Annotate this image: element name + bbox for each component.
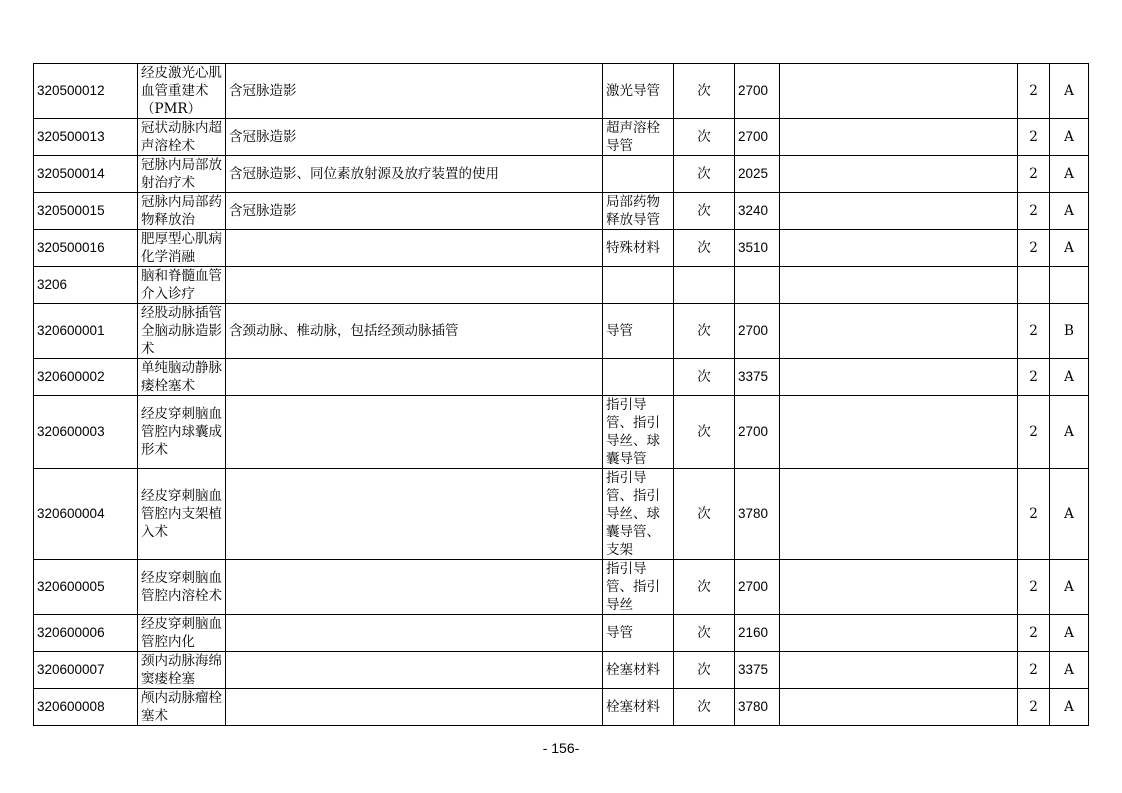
table-row [34,156,1089,193]
row-note [780,304,1018,359]
table-row [34,230,1089,267]
row-code: 3206 [34,267,138,304]
row-code: 320600005 [34,560,138,615]
row-code: 320600002 [34,359,138,396]
row-material [603,156,674,193]
row-grade: A [1050,615,1089,652]
row-material: 激光导管 [603,64,674,119]
row-material: 导管 [603,615,674,652]
row-content: 含冠脉造影 [226,64,603,119]
row-content [226,615,603,652]
table-row [34,119,1089,156]
row-name: 肥厚型心肌病化学消融 [138,230,226,267]
row-unit: 次 [674,469,735,560]
row-name: 经皮穿刺脑血管腔内支架植入术 [138,469,226,560]
row-price: 2700 [735,64,780,119]
row-grade: A [1050,230,1089,267]
row-material [603,359,674,396]
row-price: 3375 [735,652,780,689]
row-content: 含冠脉造影、同位素放射源及放疗装置的使用 [226,156,603,193]
row-note [780,193,1018,230]
row-grade: A [1050,396,1089,469]
row-grade: A [1050,64,1089,119]
row-name: 经皮穿刺脑血管腔内溶栓术 [138,560,226,615]
page-number: - 156- [542,740,580,756]
row-grade: A [1050,560,1089,615]
row-unit: 次 [674,304,735,359]
row-quantity: 2 [1018,615,1050,652]
row-code: 320600007 [34,652,138,689]
row-unit: 次 [674,652,735,689]
table-row [34,193,1089,230]
row-price: 3240 [735,193,780,230]
row-price: 3780 [735,469,780,560]
row-name: 冠状动脉内超声溶栓术 [138,119,226,156]
row-content [226,469,603,560]
row-price: 2160 [735,615,780,652]
row-unit: 次 [674,193,735,230]
row-material: 导管 [603,304,674,359]
row-unit: 次 [674,359,735,396]
table-row [34,560,1089,615]
row-code: 320600006 [34,615,138,652]
row-code: 320500012 [34,64,138,119]
row-quantity: 2 [1018,304,1050,359]
row-code: 320600003 [34,396,138,469]
row-content [226,560,603,615]
row-note [780,615,1018,652]
row-price: 2700 [735,560,780,615]
row-note [780,267,1018,304]
row-unit: 次 [674,156,735,193]
row-quantity [1018,267,1050,304]
row-grade: B [1050,304,1089,359]
row-unit: 次 [674,615,735,652]
row-note [780,119,1018,156]
row-quantity: 2 [1018,156,1050,193]
row-grade: A [1050,193,1089,230]
row-quantity: 2 [1018,193,1050,230]
row-quantity: 2 [1018,396,1050,469]
row-name: 颈内动脉海绵窦瘘栓塞 [138,652,226,689]
table-row [34,64,1089,119]
row-name: 颅内动脉瘤栓塞术 [138,689,226,726]
row-code: 320600008 [34,689,138,726]
row-name: 单纯脑动静脉瘘栓塞术 [138,359,226,396]
table-row [34,469,1089,560]
row-unit [674,267,735,304]
row-unit: 次 [674,119,735,156]
row-quantity: 2 [1018,469,1050,560]
row-material: 超声溶栓导管 [603,119,674,156]
row-content [226,359,603,396]
table-row [34,615,1089,652]
row-note [780,230,1018,267]
row-name: 经股动脉插管全脑动脉造影术 [138,304,226,359]
row-quantity: 2 [1018,689,1050,726]
row-material: 局部药物释放导管 [603,193,674,230]
row-quantity: 2 [1018,64,1050,119]
row-price [735,267,780,304]
row-name: 冠脉内局部药物释放治 [138,193,226,230]
row-material [603,267,674,304]
table-row [34,689,1089,726]
table-row [34,359,1089,396]
row-note [780,560,1018,615]
row-content [226,230,603,267]
row-grade: A [1050,359,1089,396]
row-code: 320500016 [34,230,138,267]
row-quantity: 2 [1018,359,1050,396]
row-note [780,689,1018,726]
table-row [34,267,1089,304]
row-material: 指引导管、指引导丝、球囊导管、支架 [603,469,674,560]
row-price: 3510 [735,230,780,267]
row-quantity: 2 [1018,652,1050,689]
row-price: 3780 [735,689,780,726]
row-content: 含冠脉造影 [226,193,603,230]
row-content [226,396,603,469]
row-price: 2700 [735,304,780,359]
row-material: 指引导管、指引导丝、球囊导管 [603,396,674,469]
row-name: 经皮穿刺脑血管腔内化 [138,615,226,652]
row-note [780,469,1018,560]
row-code: 320500014 [34,156,138,193]
row-name: 经皮穿刺脑血管腔内球囊成形术 [138,396,226,469]
row-name: 经皮激光心肌血管重建术（PMR） [138,64,226,119]
row-unit: 次 [674,230,735,267]
row-code: 320500015 [34,193,138,230]
row-grade: A [1050,119,1089,156]
row-material: 指引导管、指引导丝 [603,560,674,615]
row-price: 2025 [735,156,780,193]
row-grade [1050,267,1089,304]
row-code: 320600004 [34,469,138,560]
fee-table [33,63,1089,726]
row-grade: A [1050,652,1089,689]
row-content: 含颈动脉、椎动脉，包括经颈动脉插管 [226,304,603,359]
row-grade: A [1050,156,1089,193]
row-content [226,652,603,689]
row-grade: A [1050,469,1089,560]
row-content: 含冠脉造影 [226,119,603,156]
row-note [780,359,1018,396]
row-unit: 次 [674,396,735,469]
table-row [34,652,1089,689]
row-code: 320600001 [34,304,138,359]
row-content [226,689,603,726]
row-material: 栓塞材料 [603,652,674,689]
row-unit: 次 [674,560,735,615]
row-price: 2700 [735,396,780,469]
row-grade: A [1050,689,1089,726]
row-material: 栓塞材料 [603,689,674,726]
row-price: 2700 [735,119,780,156]
row-unit: 次 [674,689,735,726]
row-note [780,652,1018,689]
row-quantity: 2 [1018,230,1050,267]
row-code: 320500013 [34,119,138,156]
row-content [226,267,603,304]
row-name: 脑和脊髓血管介入诊疗 [138,267,226,304]
row-name: 冠脉内局部放射治疗术 [138,156,226,193]
row-note [780,396,1018,469]
table-body [34,64,1089,726]
row-quantity: 2 [1018,560,1050,615]
row-note [780,64,1018,119]
row-note [780,156,1018,193]
row-unit: 次 [674,64,735,119]
row-material: 特殊材料 [603,230,674,267]
row-quantity: 2 [1018,119,1050,156]
row-price: 3375 [735,359,780,396]
table-row [34,396,1089,469]
table-row [34,304,1089,359]
